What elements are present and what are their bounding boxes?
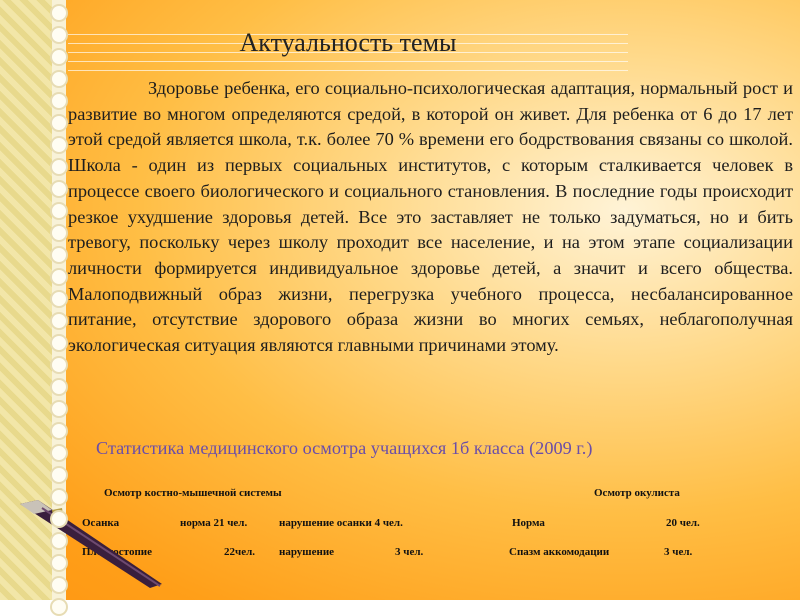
row2-value: 22чел.: [224, 546, 256, 558]
row1-normal: норма 21 чел.: [180, 517, 248, 529]
row2-label: Плоскостопие: [82, 546, 153, 558]
lace-circle: [50, 598, 68, 616]
lace-circle: [50, 158, 68, 176]
lace-circle: [50, 224, 68, 242]
lace-circle: [50, 290, 68, 308]
row1-eye-value: 20 чел.: [666, 517, 700, 529]
row2-violation: нарушение: [279, 546, 335, 558]
lace-circle: [50, 356, 68, 374]
lace-circle: [50, 422, 68, 440]
row1-label: Осанка: [82, 517, 120, 529]
lace-circle: [50, 26, 68, 44]
lace-circle: [50, 400, 68, 418]
lace-circle: [50, 70, 68, 88]
slide-title: Актуальность темы: [239, 28, 457, 57]
lace-circle: [50, 378, 68, 396]
row2-eye-value: 3 чел.: [664, 546, 693, 558]
lace-circle: [50, 268, 68, 286]
row2-eye-label: Спазм аккомодации: [509, 546, 610, 558]
body-text: Здоровье ребенка, его социально-психологическая адаптация, нормальный рост и развитие во многом определяются средой, в которой он живет. Для ребенка от 6 до 17 лет этой средой является школа, т.к. более 70 % времени его бодрствования связаны со школой. Школа - один из первых социальных институтов, с которым сталкивается человек в процессе своего биологического и социального становления. В последние годы происходит резкое ухудшение здоровья детей. Все это заставляет не только задуматься, но и бить тревогу, поскольку через школу проходит все население, и на этом этапе социализации личности формируется индивидуальное здоровье детей, а значит и всего общества. Малоподвижный образ жизни, перегрузка учебного процесса, несбалансированное питание, отсутствие здорового образа жизни во многих семьях, неблагополучная экологическая ситуация являются главными причинами этому.: [68, 78, 793, 356]
lace-circle: [50, 246, 68, 264]
lace-circle: [50, 312, 68, 330]
lace-circle: [50, 488, 68, 506]
lace-circle: [50, 48, 68, 66]
lace-circle: [50, 444, 68, 462]
lace-circle: [50, 334, 68, 352]
musculo-header: Осмотр костно-мышечной системы: [104, 487, 282, 499]
row1-eye-label: Норма: [512, 517, 545, 529]
lace-circle: [50, 554, 68, 572]
lace-circle: [50, 202, 68, 220]
pen-icon: [12, 498, 162, 588]
row1-violation: нарушение осанки 4 чел.: [279, 517, 403, 529]
lace-circle: [50, 180, 68, 198]
lace-circle: [50, 136, 68, 154]
stats-title: Статистика медицинского осмотра учащихся 1б класса (2009 г.): [96, 438, 593, 458]
lace-circle: [50, 4, 68, 22]
lace-circle: [50, 92, 68, 110]
lace-circle: [50, 510, 68, 528]
lace-circle: [50, 532, 68, 550]
eye-header: Осмотр окулиста: [594, 487, 680, 499]
lace-circle: [50, 466, 68, 484]
lace-circle: [50, 576, 68, 594]
row2-violation-value: 3 чел.: [395, 546, 424, 558]
lace-circle: [50, 114, 68, 132]
